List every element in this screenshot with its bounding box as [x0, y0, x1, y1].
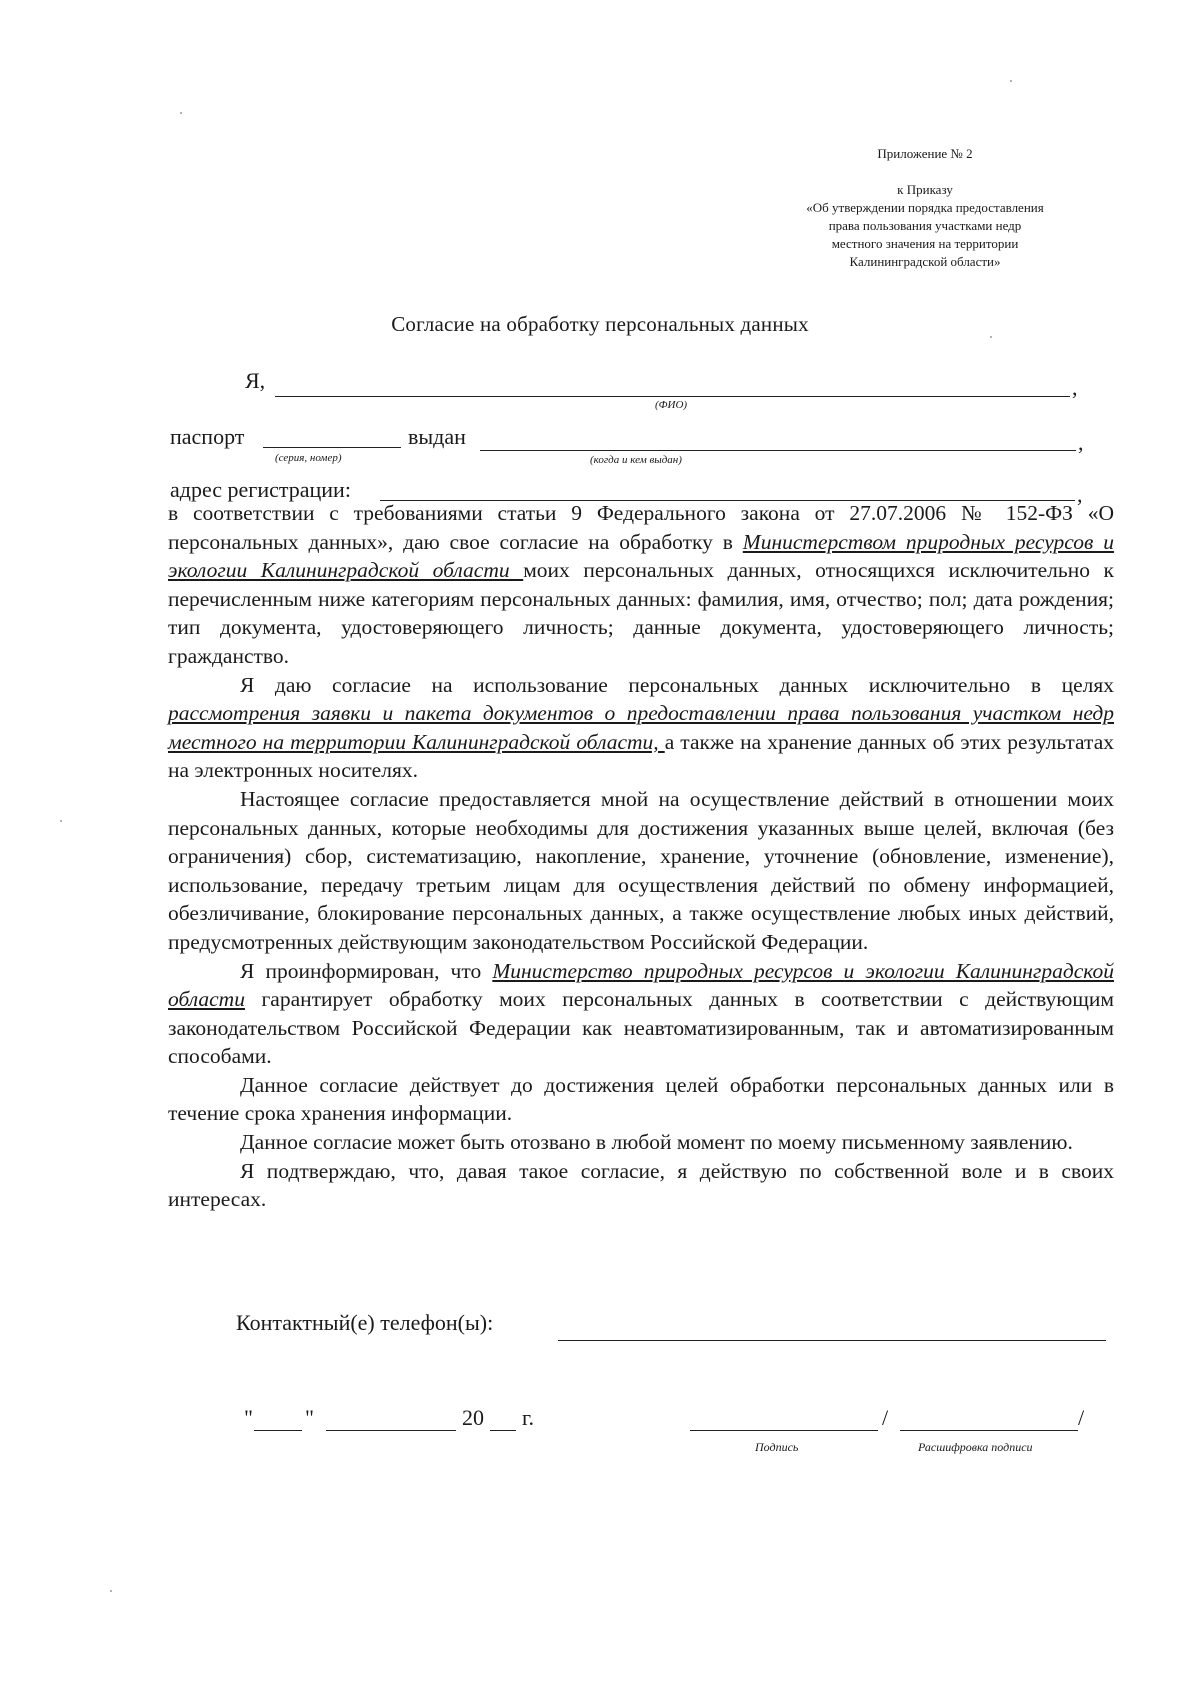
date-day-field[interactable]: [254, 1430, 302, 1431]
date-quote-close: ": [305, 1405, 314, 1430]
signature-decoding-field[interactable]: [900, 1430, 1078, 1431]
paragraph-3: Настоящее согласие предоставляется мной на осуществление действий в отношении моих персональных данных, которые необходимы для достижения указанных выше целей, включая (без ограничения) сбор, систематизацию, накопление, хранение, уточнение (обновление, изменение), использование, передачу третьим лицам для осуществления действий по обмену информацией, обезличивание, блокирование персональных данных, а также осуществление любых иных действий, предусмотренных действующим законодательством Российской Федерации.: [168, 786, 1114, 954]
paragraph-4: Я проинформирован, что Министерство природных ресурсов и экологии Калининградской области гарантирует обработку моих персональных данных в соответствии с действующим законодательством Российской Федерации как неавтоматизированным, так и автоматизированным способами.: [168, 958, 1114, 1069]
fio-hint: (ФИО): [655, 399, 688, 411]
scan-speck: [180, 112, 182, 114]
appendix-line: местного значения на территории: [831, 236, 1019, 251]
scan-speck: [990, 336, 992, 338]
appendix-line: права пользования участками недр: [828, 218, 1022, 233]
fio-comma: ,: [1072, 375, 1078, 400]
consent-body: [168, 499, 1114, 1214]
issued-label: выдан: [408, 424, 466, 449]
signature-field[interactable]: [690, 1430, 878, 1431]
purpose-text: рассмотрения заявки и пакета документов о предоставлении права пользования участком недр местного на территории Калининградской области,: [168, 701, 1114, 754]
contact-phone-label: Контактный(е) телефон(ы):: [236, 1310, 494, 1335]
signature-slash: /: [882, 1405, 889, 1430]
passport-series-field[interactable]: [263, 447, 401, 448]
date-year-prefix: 20: [462, 1405, 484, 1430]
paragraph-6: Данное согласие может быть отозвано в любой момент по моему письменному заявлению.: [240, 1130, 1073, 1155]
i-label: Я,: [245, 368, 266, 393]
issued-field[interactable]: [480, 450, 1076, 451]
signature-decoding-hint: Расшифровка подписи: [918, 1440, 1033, 1454]
date-year-suffix: г.: [522, 1405, 535, 1430]
signature-slash: /: [1078, 1405, 1085, 1430]
address-label: адрес регистрации:: [170, 477, 351, 502]
paragraph-2: Я даю согласие на использование персональных данных исключительно в целях рассмотрения заявки и пакета документов о предоставлении права пользования участком недр местного на территории Калининградской области, а также на хранение данных об этих результатах на электронных носителях.: [168, 672, 1114, 783]
passport-label: паспорт: [170, 424, 245, 449]
paragraph-5: Данное согласие действует до достижения целей обработки персональных данных или в течение срока хранения информации.: [168, 1072, 1114, 1126]
date-year-field[interactable]: [490, 1430, 516, 1431]
issued-hint: (когда и кем выдан): [590, 454, 682, 466]
scan-speck: [60, 820, 62, 822]
date-month-field[interactable]: [326, 1430, 456, 1431]
scan-speck: [1010, 80, 1012, 82]
appendix-block: [760, 145, 1090, 271]
scan-speck: [110, 1590, 112, 1592]
fio-field[interactable]: [275, 396, 1070, 397]
appendix-number: Приложение № 2: [877, 146, 973, 161]
appendix-line: Калининградской области»: [849, 254, 1001, 269]
document-title: Согласие на обработку персональных данных: [391, 312, 809, 336]
ministry-name: Министерство природных ресурсов и экологии Калининградской области: [168, 958, 1114, 1012]
appendix-line: к Приказу: [897, 182, 953, 197]
paragraph-7: Я подтверждаю, что, давая такое согласие, я действую по собственной воле и в своих интересах.: [168, 1158, 1114, 1212]
date-quote-open: ": [244, 1405, 253, 1430]
series-hint: (серия, номер): [275, 452, 342, 464]
contact-phone-field[interactable]: [558, 1340, 1106, 1341]
address-comma: ,: [1077, 482, 1083, 507]
ministry-name: Министерством природных ресурсов и экологии Калининградской области: [168, 529, 1115, 583]
appendix-line: «Об утверждении порядка предоставления: [806, 200, 1044, 215]
issued-comma: ,: [1078, 430, 1084, 455]
signature-hint: Подпись: [755, 1440, 799, 1454]
paragraph-1: в соответствии с требованиями статьи 9 Федерального закона от 27.07.2006 № 152-ФЗ «О персональных данных», даю свое согласие на обработку в Министерством природных ресурсов и экологии Калининградской области моих персональных данных, относящихся исключительно к перечисленным ниже категориям персональных данных: фамилия, имя, отчество; пол; дата рождения; тип документа, удостоверяющего личность; данные документа, удостоверяющего личность; гражданство.: [168, 501, 1115, 668]
